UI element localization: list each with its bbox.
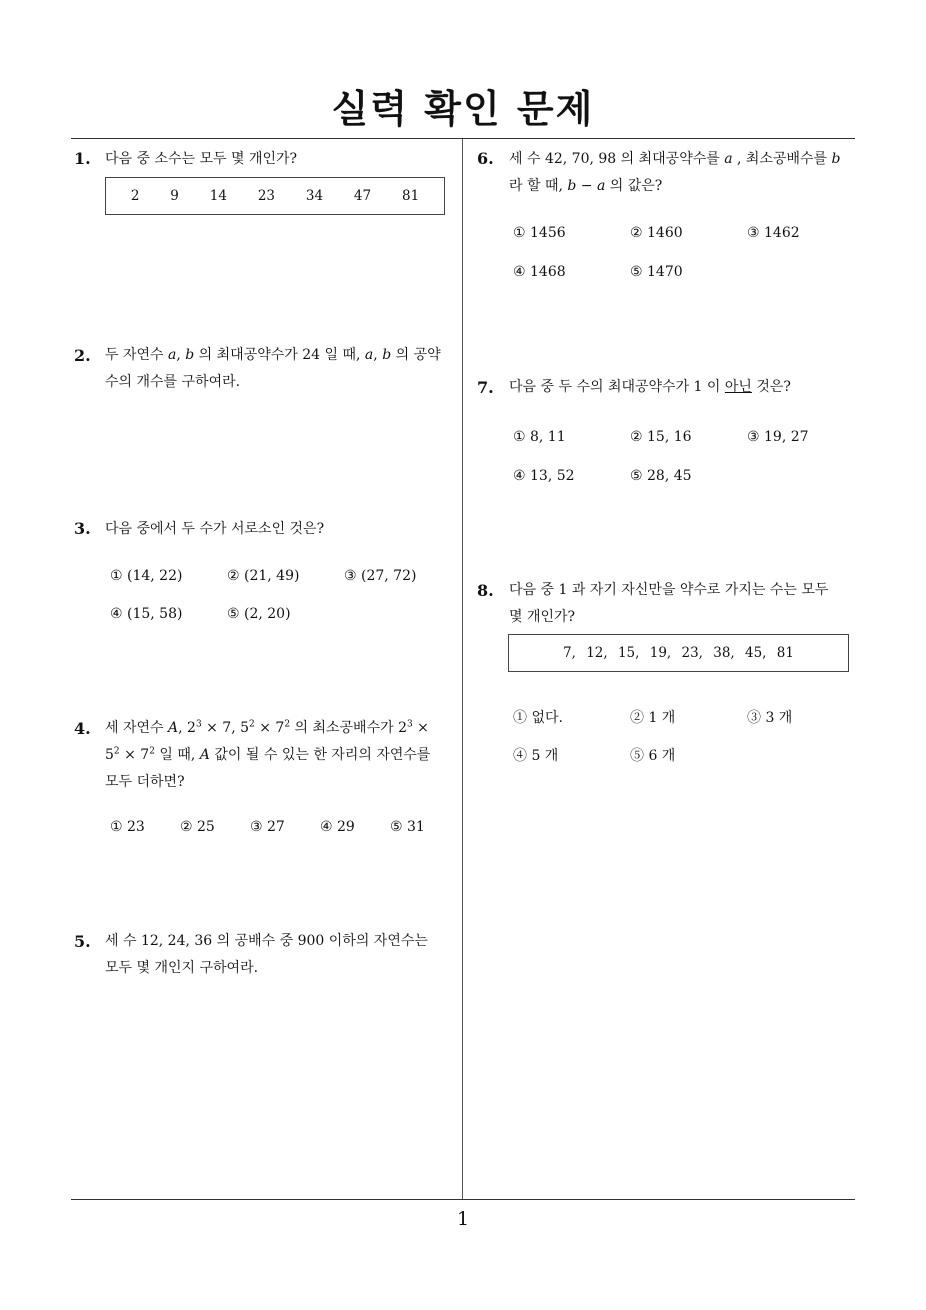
problem-text: 다음 중 소수는 모두 몇 개인가?	[105, 151, 298, 167]
choice-4: ④ 5 개	[513, 748, 559, 764]
problem-text-line2: 수의 개수를 구하여라.	[105, 374, 241, 390]
problem-number: 8.	[477, 581, 494, 600]
problem-text-line2: 몇 개인가?	[509, 609, 576, 625]
choice-2: ② 15, 16	[630, 429, 692, 445]
choice-1: ① (14, 22)	[110, 568, 183, 584]
problem-text-line1: 두 자연수 a, b 의 최대공약수가 24 일 때, a, b 의 공약	[105, 347, 441, 363]
header-rule	[71, 138, 855, 139]
choice-2: ② 1 개	[630, 710, 676, 726]
choice-1: ① 없다.	[513, 710, 563, 726]
number-box: 2 9 14 23 34 47 81	[105, 177, 445, 215]
problem-text-line2: 모두 몇 개인지 구하여라.	[105, 960, 259, 976]
choice-5: ⑤ 31	[390, 819, 425, 835]
choice-1: ① 23	[110, 819, 145, 835]
choice-3: ③ (27, 72)	[344, 568, 417, 584]
choice-2: ② 1460	[630, 225, 683, 241]
choice-4: ④ 13, 52	[513, 468, 575, 484]
problem-text-line1: 세 수 42, 70, 98 의 최대공약수를 a , 최소공배수를 b	[509, 151, 841, 167]
choice-4: ④ 1468	[513, 264, 566, 280]
problem-text-line1: 세 수 12, 24, 36 의 공배수 중 900 이하의 자연수는	[105, 933, 428, 949]
choice-3: ③ 3 개	[747, 710, 793, 726]
choice-1: ① 8, 11	[513, 429, 566, 445]
problem-text: 다음 중에서 두 수가 서로소인 것은?	[105, 521, 325, 537]
page-title: 실력 확인 문제	[331, 87, 595, 131]
choice-3: ③ 19, 27	[747, 429, 809, 445]
problem-text-line1: 세 자연수 A, $2^3 \times 7$, $5^2 \times 7^2$ 의 최소공배수가 $2^3$ ×	[105, 719, 429, 736]
problem-text-line3: 모두 더하면?	[105, 774, 185, 790]
choice-5: ⑤ 6 개	[630, 748, 676, 764]
footer-rule	[71, 1199, 855, 1200]
choice-3: ③ 27	[250, 819, 285, 835]
problem-number: 1.	[74, 149, 91, 168]
problem-text: 다음 중 두 수의 최대공약수가 1 이 아닌 것은?	[509, 379, 791, 395]
number-box: 7, 12, 15, 19, 23, 38, 45, 81	[508, 634, 849, 672]
choice-3: ③ 1462	[747, 225, 800, 241]
problem-number: 7.	[477, 378, 494, 397]
choice-2: ② 25	[180, 819, 215, 835]
problem-text-line2: $5^2 \times 7^2$ 일 때, A 값이 될 수 있는 한 자리의 자연수를	[105, 746, 431, 763]
problem-text-line2: 라 할 때, b − a 의 값은?	[509, 178, 663, 194]
choice-5: ⑤ 28, 45	[630, 468, 692, 484]
choice-5: ⑤ (2, 20)	[227, 606, 291, 622]
problem-number: 5.	[74, 932, 91, 951]
problem-text-line1: 다음 중 1 과 자기 자신만을 약수로 가지는 수는 모두	[509, 582, 829, 598]
choice-1: ① 1456	[513, 225, 566, 241]
choice-2: ② (21, 49)	[227, 568, 300, 584]
problem-number: 4.	[74, 719, 91, 738]
problem-number: 2.	[74, 346, 91, 365]
page-number: 1	[456, 1208, 470, 1230]
choice-4: ④ (15, 58)	[110, 606, 183, 622]
choice-5: ⑤ 1470	[630, 264, 683, 280]
choice-4: ④ 29	[320, 819, 355, 835]
problem-number: 3.	[74, 519, 91, 538]
column-divider	[462, 139, 463, 1200]
problem-number: 6.	[477, 149, 494, 168]
